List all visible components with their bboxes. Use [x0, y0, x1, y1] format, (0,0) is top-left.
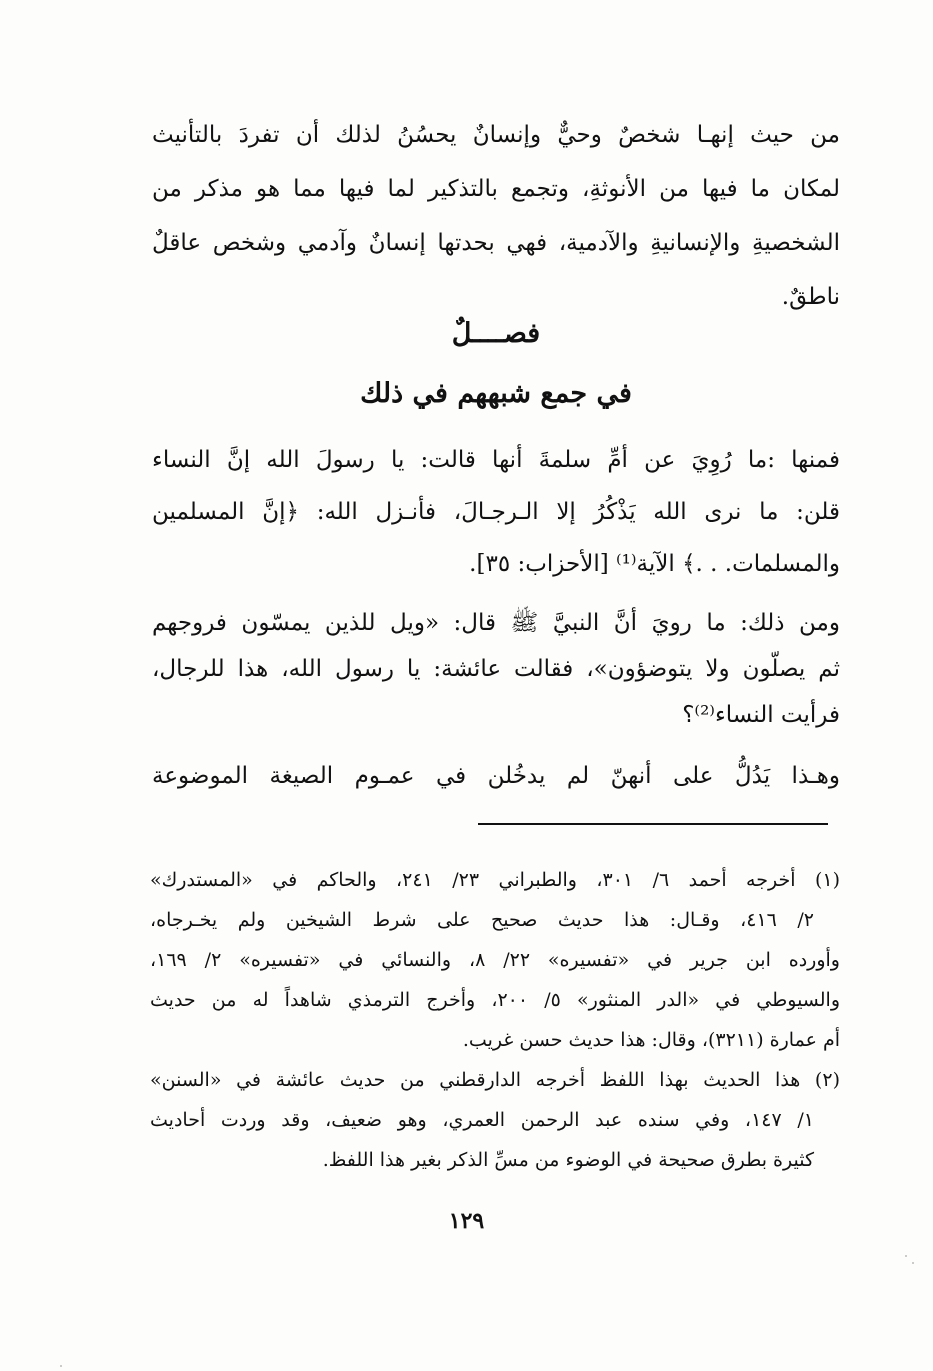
scan-speck — [905, 1255, 907, 1257]
scan-speck — [912, 1262, 914, 1264]
text-line: الشخصيةِ والإنسانيةِ والآدمية، فهي بحدتها إنسانٌ وآدمي وشخص عاقلٌ — [152, 230, 840, 256]
footnote-line: والسيوطي في «الدر المنثور» ٥/ ٢٠٠، وأخرج الترمذي شاهداً له من حديث — [150, 989, 840, 1011]
section-subtitle: في جمع شبههم في ذلك — [360, 378, 632, 409]
paragraph-conclusion — [152, 748, 840, 804]
paragraph-umm-salama — [152, 434, 840, 590]
text-line: ثم يصلّون ولا يتوضؤون»، فقالت عائشة: يا رسول الله، هذا للرجال، — [152, 656, 840, 682]
text-line: والمسلمات. . .﴾ الآية⁽¹⁾ [الأحزاب: ٣٥]. — [469, 551, 840, 577]
footnote-line: أم عمارة (٣٢١١)، وقال: هذا حديث حسن غريب. — [462, 1029, 840, 1051]
footnote-2 — [150, 1060, 840, 1180]
intro-paragraph — [152, 108, 840, 324]
text-line: فمنها :ما رُوِيَ عن أمِّ سلمةَ أنها قالت: يا رسولَ الله إنَّ النساء — [152, 447, 840, 473]
section-heading: فصــــلٌ — [451, 318, 541, 349]
footnote-divider — [478, 823, 828, 825]
text-line: فرأيت النساء⁽²⁾؟ — [682, 702, 840, 728]
footnote-line: ٢/ ٤١٦، وقـال: هذا حديث صحيح على شرط الشيخين ولم يخـرجاه، — [150, 909, 814, 931]
footnotes — [150, 860, 840, 1180]
text-line: ناطقٌ. — [781, 284, 840, 310]
paragraph-aisha — [152, 600, 840, 738]
text-line: وهـذا يَدُلُّ على أنهنّ لم يدخُلن في عمـوم الصيغة الموضوعة — [152, 763, 840, 789]
text-line: لمكان ما فيها من الأنوثةِ، وتجمع بالتذكير لما فيها مما هو مذكر من — [152, 176, 840, 202]
footnote-line: (٢) هذا الحديث بهذا اللفظ أخرجه الدارقطني من حديث عائشة في «السنن» — [150, 1069, 840, 1091]
footnote-line: (١) أخرجه أحمد ٦/ ٣٠١، والطبراني ٢٣/ ٢٤١، والحاكم في «المستدرك» — [150, 869, 840, 891]
scan-speck — [60, 1365, 62, 1367]
page-number: ١٢٩ — [448, 1208, 485, 1234]
footnote-line: كثيرة بطرق صحيحة في الوضوء من مسِّ الذكر بغير هذا اللفظ. — [322, 1149, 814, 1171]
text-line: قلن: ما نرى الله يَذْكُرُ إلا الـرجـالَ، فأنـزل الله: ﴿إنَّ المسلمين — [152, 499, 840, 525]
footnote-1 — [150, 860, 840, 1060]
footnote-line: وأورده ابن جرير في «تفسيره» ٢٢/ ٨، والنسائي في «تفسيره» ٢/ ١٦٩، — [150, 949, 840, 971]
text-line: من حيث إنهـا شخصٌ وحيٌّ وإنسانٌ يحسُنُ لذلك أن تفردَ بالتأنيث — [152, 122, 840, 148]
text-line: ومن ذلك: ما رويَ أنَّ النبيَّ ﷺ قال: «ويل للذين يمسّون فروجهم — [152, 610, 840, 636]
footnote-line: ١/ ١٤٧، وفي سنده عبد الرحمن العمري، وهو ضعيف، وقد وردت أحاديث — [150, 1109, 815, 1131]
